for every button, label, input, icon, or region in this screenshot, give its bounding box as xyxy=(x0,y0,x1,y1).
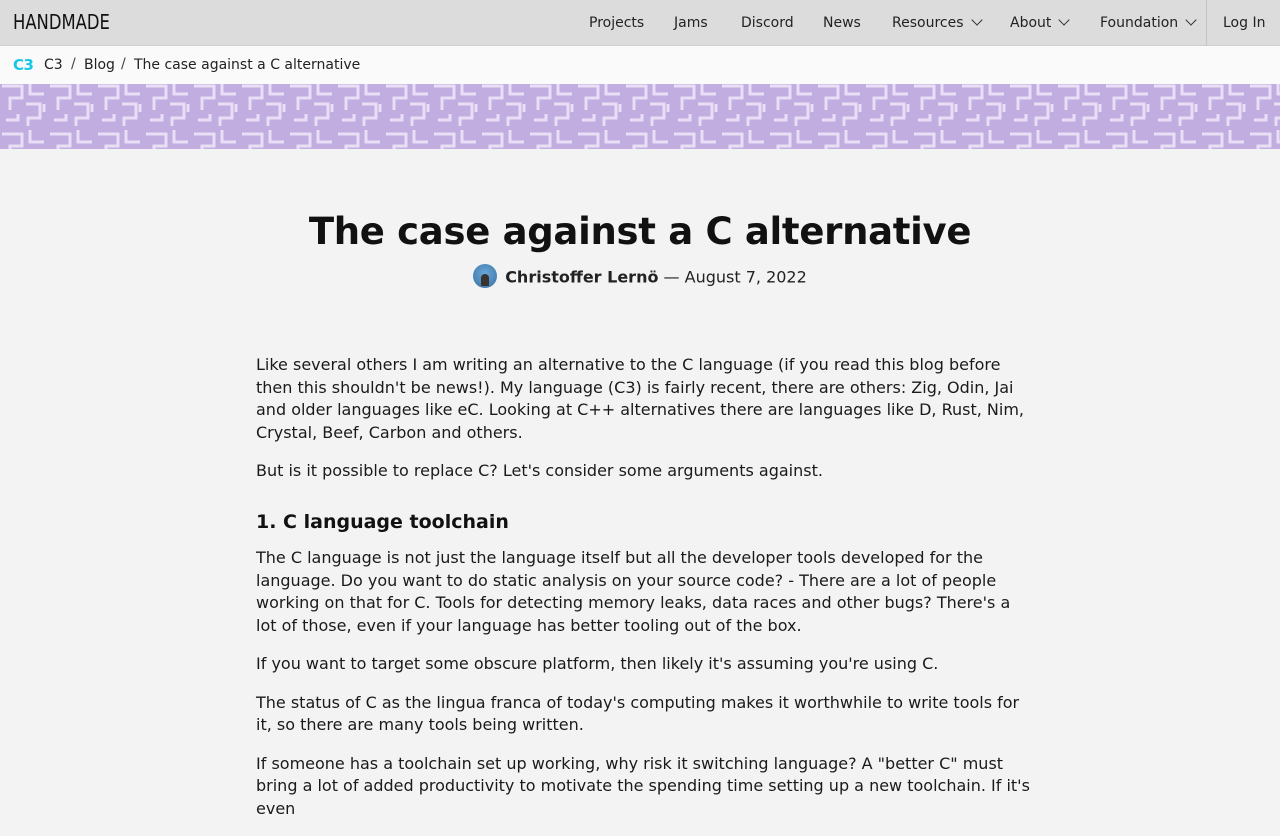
publish-date: August 7, 2022 xyxy=(684,267,807,287)
breadcrumb-current-page: The case against a C alternative xyxy=(134,57,361,73)
nav-discord[interactable]: Discord xyxy=(741,15,794,31)
article-body xyxy=(256,354,1031,836)
paragraph: The status of C as the lingua franca of today's computing makes it worthwhile to write tools for it, so there are many tools being written. xyxy=(256,692,1020,734)
login-button[interactable]: Log In xyxy=(1223,15,1266,31)
project-banner xyxy=(0,84,1280,149)
chevron-down-icon xyxy=(971,14,982,25)
login-divider xyxy=(1206,0,1207,46)
chevron-down-icon xyxy=(1185,14,1196,25)
breadcrumb xyxy=(0,46,1280,84)
paragraph: If someone has a toolchain set up working, why risk it switching language? A "better C" must bring a lot of added productivity to motivate the spending time setting up a new toolchain. If it's even xyxy=(256,753,1030,818)
nav-foundation-label: Foundation xyxy=(1100,15,1179,31)
nav-resources[interactable] xyxy=(892,0,981,46)
nav-foundation[interactable] xyxy=(1100,0,1195,46)
paragraph: Like several others I am writing an alternative to the C language (if you read this blog before then this shouldn't be news!). My language (C3) is fairly recent, there are others: Zig, Odin, Jai and older languages like eC. Looking at C++ alternatives there are languages like D, Rust, Nim, Crystal, Beef, Carbon and others. xyxy=(256,355,1025,442)
paragraph: The C language is not just the language itself but all the developer tools developed for the language. Do you want to do static analysis on your source code? - There are a lot of people working on that for C. Tools for detecting memory leaks, data races and other bugs? There's a lot of those, even if your language has better tooling out of the box. xyxy=(256,548,1011,635)
author-name[interactable]: Christoffer Lernö xyxy=(505,267,659,287)
paragraph: If you want to target some obscure platform, then likely it's assuming you're using C. xyxy=(256,654,939,673)
nav-about[interactable] xyxy=(1010,0,1068,46)
nav-resources-label: Resources xyxy=(892,15,964,31)
date-separator: — xyxy=(663,267,680,287)
handmade-logo[interactable]: HANDMADE xyxy=(13,10,110,34)
breadcrumb-separator: / xyxy=(121,56,126,72)
top-navigation xyxy=(0,0,1280,46)
chevron-down-icon xyxy=(1059,14,1070,25)
breadcrumb-separator: / xyxy=(71,56,76,72)
section-heading: 1. C language toolchain xyxy=(256,510,509,533)
nav-jams[interactable]: Jams xyxy=(674,15,708,31)
breadcrumb-blog[interactable]: Blog xyxy=(84,57,115,73)
nav-news[interactable]: News xyxy=(823,15,861,31)
c3-project-logo[interactable]: C3 xyxy=(13,56,34,74)
breadcrumb-c3[interactable]: C3 xyxy=(44,57,63,73)
nav-about-label: About xyxy=(1010,15,1052,31)
byline xyxy=(0,266,1280,290)
page-title: The case against a C alternative xyxy=(308,210,972,253)
author-avatar[interactable] xyxy=(473,264,497,288)
paragraph: But is it possible to replace C? Let's consider some arguments against. xyxy=(256,461,823,480)
banner-pattern xyxy=(0,84,1280,149)
nav-projects[interactable]: Projects xyxy=(589,15,645,31)
